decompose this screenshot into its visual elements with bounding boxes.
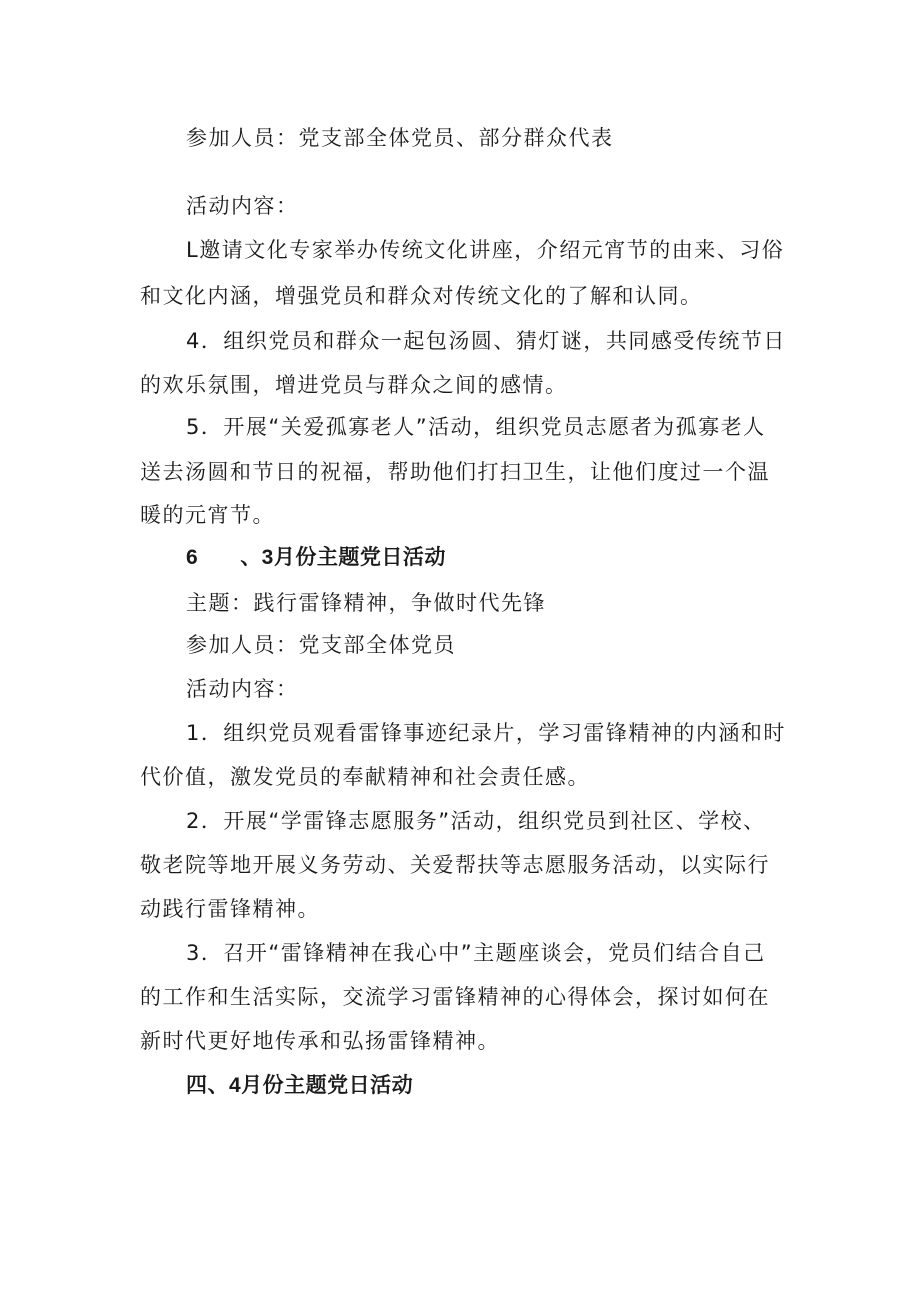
- apr-heading: 四、4月份主题党日活动: [186, 1074, 414, 1097]
- mar-participants: 参加人员：党支部全体党员: [186, 633, 456, 657]
- mar-heading: [186, 543, 446, 573]
- feb-content-label: 活动内容：: [186, 194, 299, 218]
- mar-item3-line3: 新时代更好地传承和弘扬雷锋精神。: [140, 1029, 500, 1053]
- mar-item2-line2: 敬老院等地开展义务劳动、关爱帮扶等志愿服务活动，以实际行: [140, 853, 770, 877]
- mar-content-label: 活动内容：: [186, 677, 299, 701]
- feb-item1-line1: L邀请文化专家举办传统文化讲座，介绍元宵节的由来、习俗: [186, 238, 785, 262]
- feb-item1-line2: 和文化内涵，增强党员和群众对传统文化的了解和认同。: [140, 284, 703, 308]
- mar-item3-line2: 的工作和生活实际，交流学习雷锋精神的心得体会，探讨如何在: [140, 985, 770, 1009]
- mar-item1-line1: 1．组织党员观看雷锋事迹纪录片，学习雷锋精神的内涵和时: [186, 721, 786, 745]
- feb-item2-line2: 的欢乐氛围，增进党员与群众之间的感情。: [140, 373, 568, 397]
- feb-item3-line1: 5．开展“关爱孤寡老人”活动，组织党员志愿者为孤寡老人: [186, 415, 766, 439]
- mar-heading-text: 、3月份主题党日活动: [240, 546, 446, 569]
- mar-item3-line1: 3．召开“雷锋精神在我心中”主题座谈会，党员们结合自己: [186, 941, 766, 965]
- mar-heading-number: 6: [186, 546, 199, 569]
- feb-item3-line2: 送去汤圆和节日的祝福，帮助他们打扫卫生，让他们度过一个温: [140, 460, 770, 484]
- mar-theme: 主题：践行雷锋精神，争做时代先锋: [186, 591, 546, 615]
- feb-participants: 参加人员：党支部全体党员、部分群众代表: [186, 126, 614, 150]
- feb-item2-line1: 4．组织党员和群众一起包汤圆、猜灯谜，共同感受传统节日: [186, 329, 786, 353]
- mar-item2-line1: 2．开展“学雷锋志愿服务”活动，组织党员到社区、学校、: [186, 809, 766, 833]
- mar-item2-line3: 动践行雷锋精神。: [140, 897, 320, 921]
- mar-item1-line2: 代价值，激发党员的奉献精神和社会责任感。: [140, 765, 590, 789]
- feb-item3-line3: 暖的元宵节。: [140, 503, 275, 527]
